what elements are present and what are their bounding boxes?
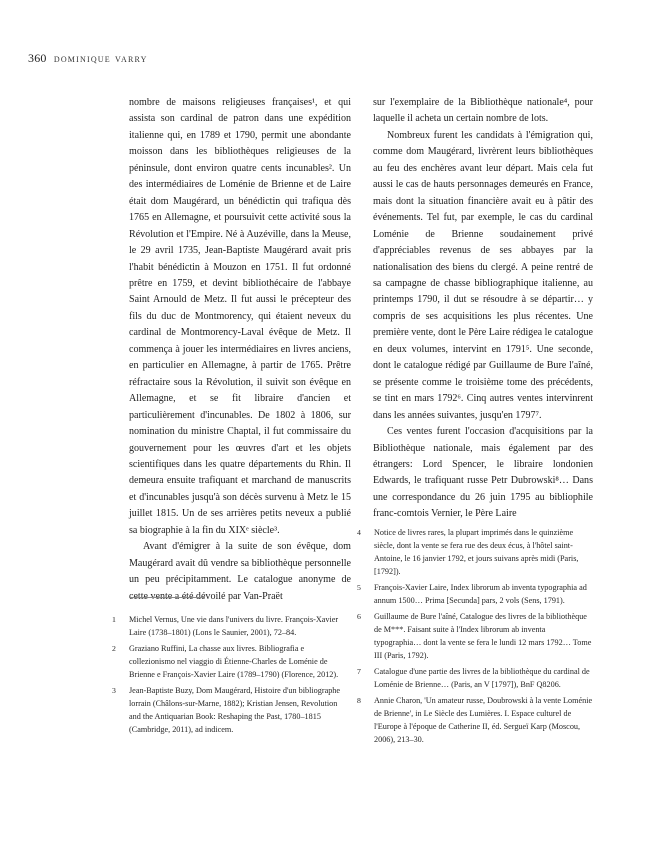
- footnote-number: 2: [112, 644, 116, 653]
- left-paragraph-2: Avant d'émigrer à la suite de son évêque, dom Maugérard avait dû vendre sa bibliothèque personnelle un peu précipitamment. Le catalogue anonyme de cette vente a été dévoilé par Van-Praët: [129, 541, 351, 602]
- footnote-number: 4: [357, 528, 361, 537]
- footnote: [357, 581, 593, 607]
- footnote-text: Guillaume de Bure l'aîné, Catalogue des livres de la bibliothèque de M***. Faisant suite à l'Index librorum ab inventa typographia… dont la vente se fera le lundi 12 mars 1792… Tome III (Paris, 1792).: [374, 612, 592, 660]
- footnote: [357, 694, 593, 746]
- running-head: [28, 51, 148, 66]
- footnote-number: 7: [357, 667, 361, 676]
- running-head-author: dominique varry: [53, 51, 148, 65]
- footnote: [357, 610, 593, 662]
- footnote-number: 1: [112, 615, 116, 624]
- footnote-number: 3: [112, 686, 116, 695]
- right-column: [373, 95, 593, 523]
- footnote-text: Graziano Ruffini, La chasse aux livres. Bibliografia e collezionismo nel viaggio di Étienne-Charles de Loménie de Brienne e François-Xavier Laire (1789–1790) (Florence, 2012).: [129, 644, 339, 679]
- left-column: [129, 95, 351, 605]
- footnote: [112, 684, 351, 736]
- left-paragraph-1: nombre de maisons religieuses françaises¹, et qui assista son cardinal de patron dans une expédition italienne qui, en 1789 et 1790, permit une abondante moisson dans les bibliothèques religieuses de la péninsule, dont environ quatre cents incunables². Un des intermédiaires de Loménie de Brienne et de Laire était dom Maugérard, un bénédictin qui trafiqua dès 1765 en Allemagne, et poursuivit cette activité sous la Révolution et l'Empire. Né à Auzéville, dans la Meuse, le 29 avril 1735, Jean-Baptiste Maugérard avait pris l'habit bénédictin à Mouzon en 1751. Il fut ordonné prêtre en 1759, et devint bibliothécaire de l'abbaye Saint Arnould de Metz. Il fut aussi le précepteur des fils du duc de Montmorency, qui étaient neveux du cardinal de Montmorency-Laval évêque de Metz. Il commença à jouer les intermédiaires en livres anciens, en particulier en Allemagne, à partir de 1765. Prêtre réfractaire sous la Révolution, il suivit son évêque en Allemagne, et se fit libraire d'ancien et particulièrement d'incunables. De 1802 à 1806, sur nomination du ministre Chaptal, il fut commissaire du gouvernement pour les œuvres d'art et les objets scientifiques dans les quatre départements du Rhin. Il demeura ensuite trafiquant et marchand de manuscrits et d'incunables jusqu'à son décès survenu à Metz le 15 juillet 1815. Un de ses arrières petits neveux a publié sa biographie à la fin du XIXᵉ siècle³.: [129, 97, 351, 536]
- footnote-text: Annie Charon, 'Un amateur russe, Doubrowski à la vente Loménie de Brienne', in Le Siècle des Lumières. I. Espace culturel de l'Europe à l'époque de Catherine II, éd. Sergueï Karp (Moscou, 2006), 213–30.: [374, 696, 593, 744]
- footnote: [357, 665, 593, 691]
- page-number: 360: [28, 51, 47, 65]
- footnote-number: 6: [357, 612, 361, 621]
- footnote-number: 8: [357, 696, 361, 705]
- footnote-rule: [129, 597, 205, 598]
- right-paragraph-1: sur l'exemplaire de la Bibliothèque nationale⁴, pour laquelle il acheta un certain nombre de lots.: [373, 97, 593, 125]
- footnote-text: François-Xavier Laire, Index librorum ab inventa typographia ad annum 1500… Prima [Secunda] pars, 2 vols (Sens, 1791).: [374, 583, 587, 605]
- right-paragraph-3: Ces ventes furent l'occasion d'acquisitions par la Bibliothèque nationale, mais également par des étrangers: Lord Spencer, le libraire londonien Edwards, le trafiquant russe Petr Dubrowski⁸… Dans une correspondance du 26 juin 1795 au bibliophile franc-comtois Vernier, le Père Laire: [373, 426, 593, 520]
- right-paragraph-2: Nombreux furent les candidats à l'émigration qui, comme dom Maugérard, livrèrent leurs bibliothèques au feu des enchères avant leur départ. Mais cela fut aussi le cas de hauts personnages demeurés en France, mais dont la situation financière avait eu à pâtir des événements. Tel fut, par exemple, le cas du cardinal Loménie de Brienne soudainement privé d'appréciables revenus de ses abbayes par la nationalisation des biens du clergé. A peine rentré de sa campagne de chasse bibliographique italienne, au printemps 1790, il dut se résoudre à se départir… y compris de ses acquisitions les plus récentes. Une première vente, dont le Père Laire rédigea le catalogue en deux volumes, intervint en 1791⁵. Une seconde, dont le catalogue rédigé par Guillaume de Bure l'aîné, se présente comme le troisième tome des précédents, se tint en mars 1792⁶. Cinq autres ventes intervinrent dans les années suivantes, jusqu'en 1797⁷.: [373, 129, 593, 421]
- footnotes-left: [112, 613, 351, 739]
- footnote-text: Michel Vernus, Une vie dans l'univers du livre. François-Xavier Laire (1738–1801) (Lons le Saunier, 2001), 72–84.: [129, 615, 339, 637]
- footnotes-right: [357, 526, 593, 749]
- footnote-number: 5: [357, 583, 361, 592]
- footnote-text: Catalogue d'une partie des livres de la bibliothèque du cardinal de Loménie de Brienne… (Paris, an V [1797]), BnF Q8206.: [374, 667, 590, 689]
- footnote: [112, 642, 351, 681]
- footnote-text: Jean-Baptiste Buzy, Dom Maugérard, Histoire d'un bibliographe lorrain (Châlons-sur-Marne, 1882); Kristian Jensen, Revolution and the Antiquarian Book: Reshaping the Past, 1780–1815 (Cambridge, 2011), ad indicem.: [129, 686, 341, 734]
- footnote: [357, 526, 593, 578]
- footnote-text: Notice de livres rares, la plupart imprimés dans le quinzième siècle, dont la vente se fera rue des deux écus, à l'hôtel saint-Antoine, le 16 janvier 1792, et jours suivans après midi (Paris, [1792]).: [374, 528, 579, 576]
- footnote: [112, 613, 351, 639]
